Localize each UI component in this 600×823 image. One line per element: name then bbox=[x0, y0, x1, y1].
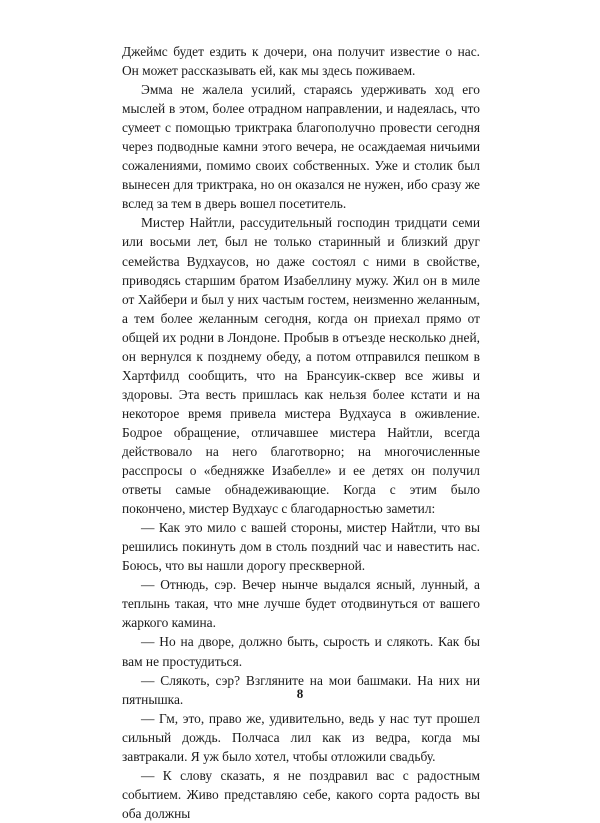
page-number: 8 bbox=[296, 686, 304, 701]
paragraph: Мистер Найтли, рассудительный господин тридцати семи или восьми лет, был не только старинный и близкий друг семейства Вудхаусов, но даже состоял с ними в свойстве, приводясь старшим братом Изабеллину мужу. Жил он в миле от Хайбери и был у них частым гостем, неизменно желанным, а тем более желанным сегодня, когда он приехал прямо от общей их родни в Лондоне. Пробыв в отъезде несколько дней, он вернулся к позднему обеду, а потом отправился пешком в Хартфилд сообщить, что на Брансуик-сквер все живы и здоровы. Эта весть пришлась как нельзя более кстати и на некоторое время привела мистера Вудхауса в оживление. Бодрое обращение, отличавшее мистера Найтли, всегда действовало на него благотворно; на многочисленные расспросы о «бедняжке Изабелле» и ее детях он получил ответы самые обнадеживающие. Когда с этим было покончено, мистер Вудхаус с благодарностью заметил: bbox=[122, 215, 480, 517]
dialogue-line: — Но на дворе, должно быть, сырость и слякоть. Как бы вам не простудиться. bbox=[122, 634, 480, 669]
paragraph: Джеймс будет ездить к дочери, она получит известие о нас. Он может рассказывать ей, как мы здесь поживаем. bbox=[122, 44, 480, 79]
dialogue-line: — Отнюдь, сэр. Вечер нынче выдался ясный, лунный, а теплынь такая, что мне лучше будет отодвинуться от вашего жаркого камина. bbox=[122, 577, 480, 631]
body-text bbox=[122, 42, 480, 823]
dialogue-line: — К слову сказать, я не поздравил вас с радостным событием. Живо представляю себе, какого сорта радость вы оба должны bbox=[122, 767, 480, 821]
dialogue-line: — Как это мило с вашей стороны, мистер Найтли, что вы решились покинуть дом в столь поздний час и навестить нас. Боюсь, что вы нашли дорогу прескверной. bbox=[122, 520, 480, 574]
dialogue-line: — Гм, это, право же, удивительно, ведь у нас тут прошел сильный дождь. Полчаса лил как из ведра, когда мы завтракали. Я уж было хотел, чтобы отложили свадьбу. bbox=[122, 710, 480, 764]
paragraph: Эмма не жалела усилий, стараясь удерживать ход его мыслей в этом, более отрадном направлении, и надеялась, что сумеет с помощью триктрака благополучно провести сегодня через подводные камни этого вечера, не осаждаемая ничьими сожалениями, помимо своих собственных. Уже и столик был вынесен для триктрака, но он оказался не нужен, ибо сразу же вслед за тем в дверь вошел посетитель. bbox=[122, 82, 480, 212]
dialogue-line: — Слякоть, сэр? Взгляните на мои башмаки. На них ни пятнышка. bbox=[122, 672, 480, 707]
